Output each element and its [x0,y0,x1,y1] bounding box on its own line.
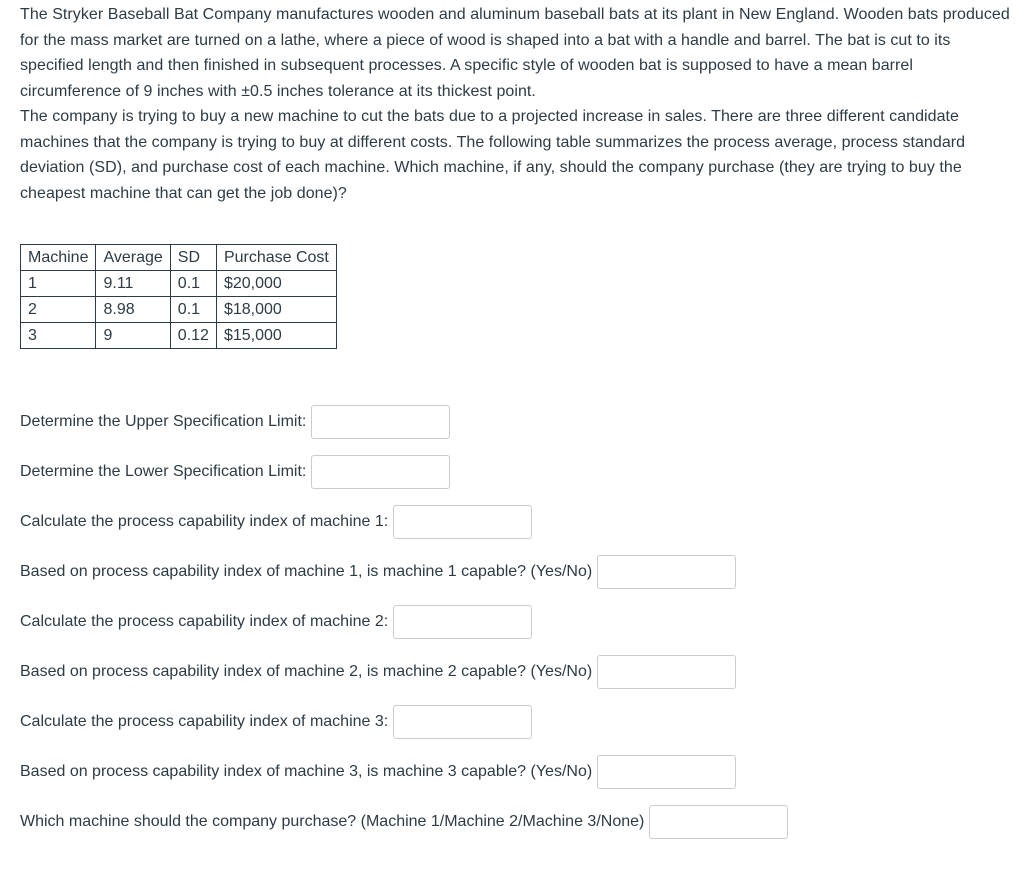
capable-machine-1-input[interactable] [597,555,736,589]
cell-sd: 0.1 [170,297,216,323]
cell-cost: $15,000 [216,323,336,349]
cpk-machine-3-input[interactable] [393,705,532,739]
cpk-machine-1-input[interactable] [393,505,532,539]
purchase-decision-label: Which machine should the company purchase? (Machine 1/Machine 2/Machine 3/None) [20,813,645,830]
header-sd: SD [170,245,216,271]
cell-machine: 2 [21,297,96,323]
question-capable-machine-2 [20,655,736,689]
question-capable-machine-1 [20,555,736,589]
machine-table [20,244,337,349]
question-cpk-machine-2 [20,605,532,639]
cell-sd: 0.12 [170,323,216,349]
lsl-input[interactable] [311,455,450,489]
question-capable-machine-3 [20,755,736,789]
cell-machine: 1 [21,271,96,297]
question-cpk-machine-3 [20,705,532,739]
question-purchase-decision [20,805,788,839]
table-row [21,297,337,323]
cpk-machine-1-label: Calculate the process capability index of machine 1: [20,513,389,530]
question-text [20,2,1010,206]
capable-machine-3-input[interactable] [597,755,736,789]
question-cpk-machine-1 [20,505,532,539]
capable-machine-3-label: Based on process capability index of machine 3, is machine 3 capable? (Yes/No) [20,763,593,780]
cell-cost: $20,000 [216,271,336,297]
header-average: Average [96,245,170,271]
cpk-machine-2-label: Calculate the process capability index of machine 2: [20,613,389,630]
question-usl [20,405,450,439]
cell-average: 9 [96,323,170,349]
cell-cost: $18,000 [216,297,336,323]
cell-average: 8.98 [96,297,170,323]
capable-machine-2-label: Based on process capability index of machine 2, is machine 2 capable? (Yes/No) [20,663,593,680]
usl-label: Determine the Upper Specification Limit: [20,413,307,430]
purchase-decision-input[interactable] [649,805,788,839]
header-purchase-cost: Purchase Cost [216,245,336,271]
cpk-machine-2-input[interactable] [393,605,532,639]
cell-sd: 0.1 [170,271,216,297]
cpk-machine-3-label: Calculate the process capability index of machine 3: [20,713,389,730]
capable-machine-1-label: Based on process capability index of machine 1, is machine 1 capable? (Yes/No) [20,563,593,580]
table-row [21,271,337,297]
intro-paragraph-2: The company is trying to buy a new machine to cut the bats due to a projected increase in sales. There are three different candidate machines that the company is trying to buy at different costs. The following table summarizes the process average, process standard deviation (SD), and purchase cost of each machine. Which machine, if any, should the company purchase (they are trying to buy the cheapest machine that can get the job done)? [20,108,966,202]
capable-machine-2-input[interactable] [597,655,736,689]
cell-machine: 3 [21,323,96,349]
intro-paragraph-1: The Stryker Baseball Bat Company manufactures wooden and aluminum baseball bats at its plant in New England. Wooden bats produced for the mass market are turned on a lathe, where a piece of wood is shaped into a bat with a handle and barrel. The bat is cut to its specified length and then finished in subsequent processes. A specific style of wooden bat is supposed to have a mean barrel circumference of 9 inches with ±0.5 inches tolerance at its thickest point. [20,6,1010,100]
question-lsl [20,455,450,489]
header-machine: Machine [21,245,96,271]
cell-average: 9.11 [96,271,170,297]
table-header-row [21,245,337,271]
lsl-label: Determine the Lower Specification Limit: [20,463,307,480]
usl-input[interactable] [311,405,450,439]
table-row [21,323,337,349]
